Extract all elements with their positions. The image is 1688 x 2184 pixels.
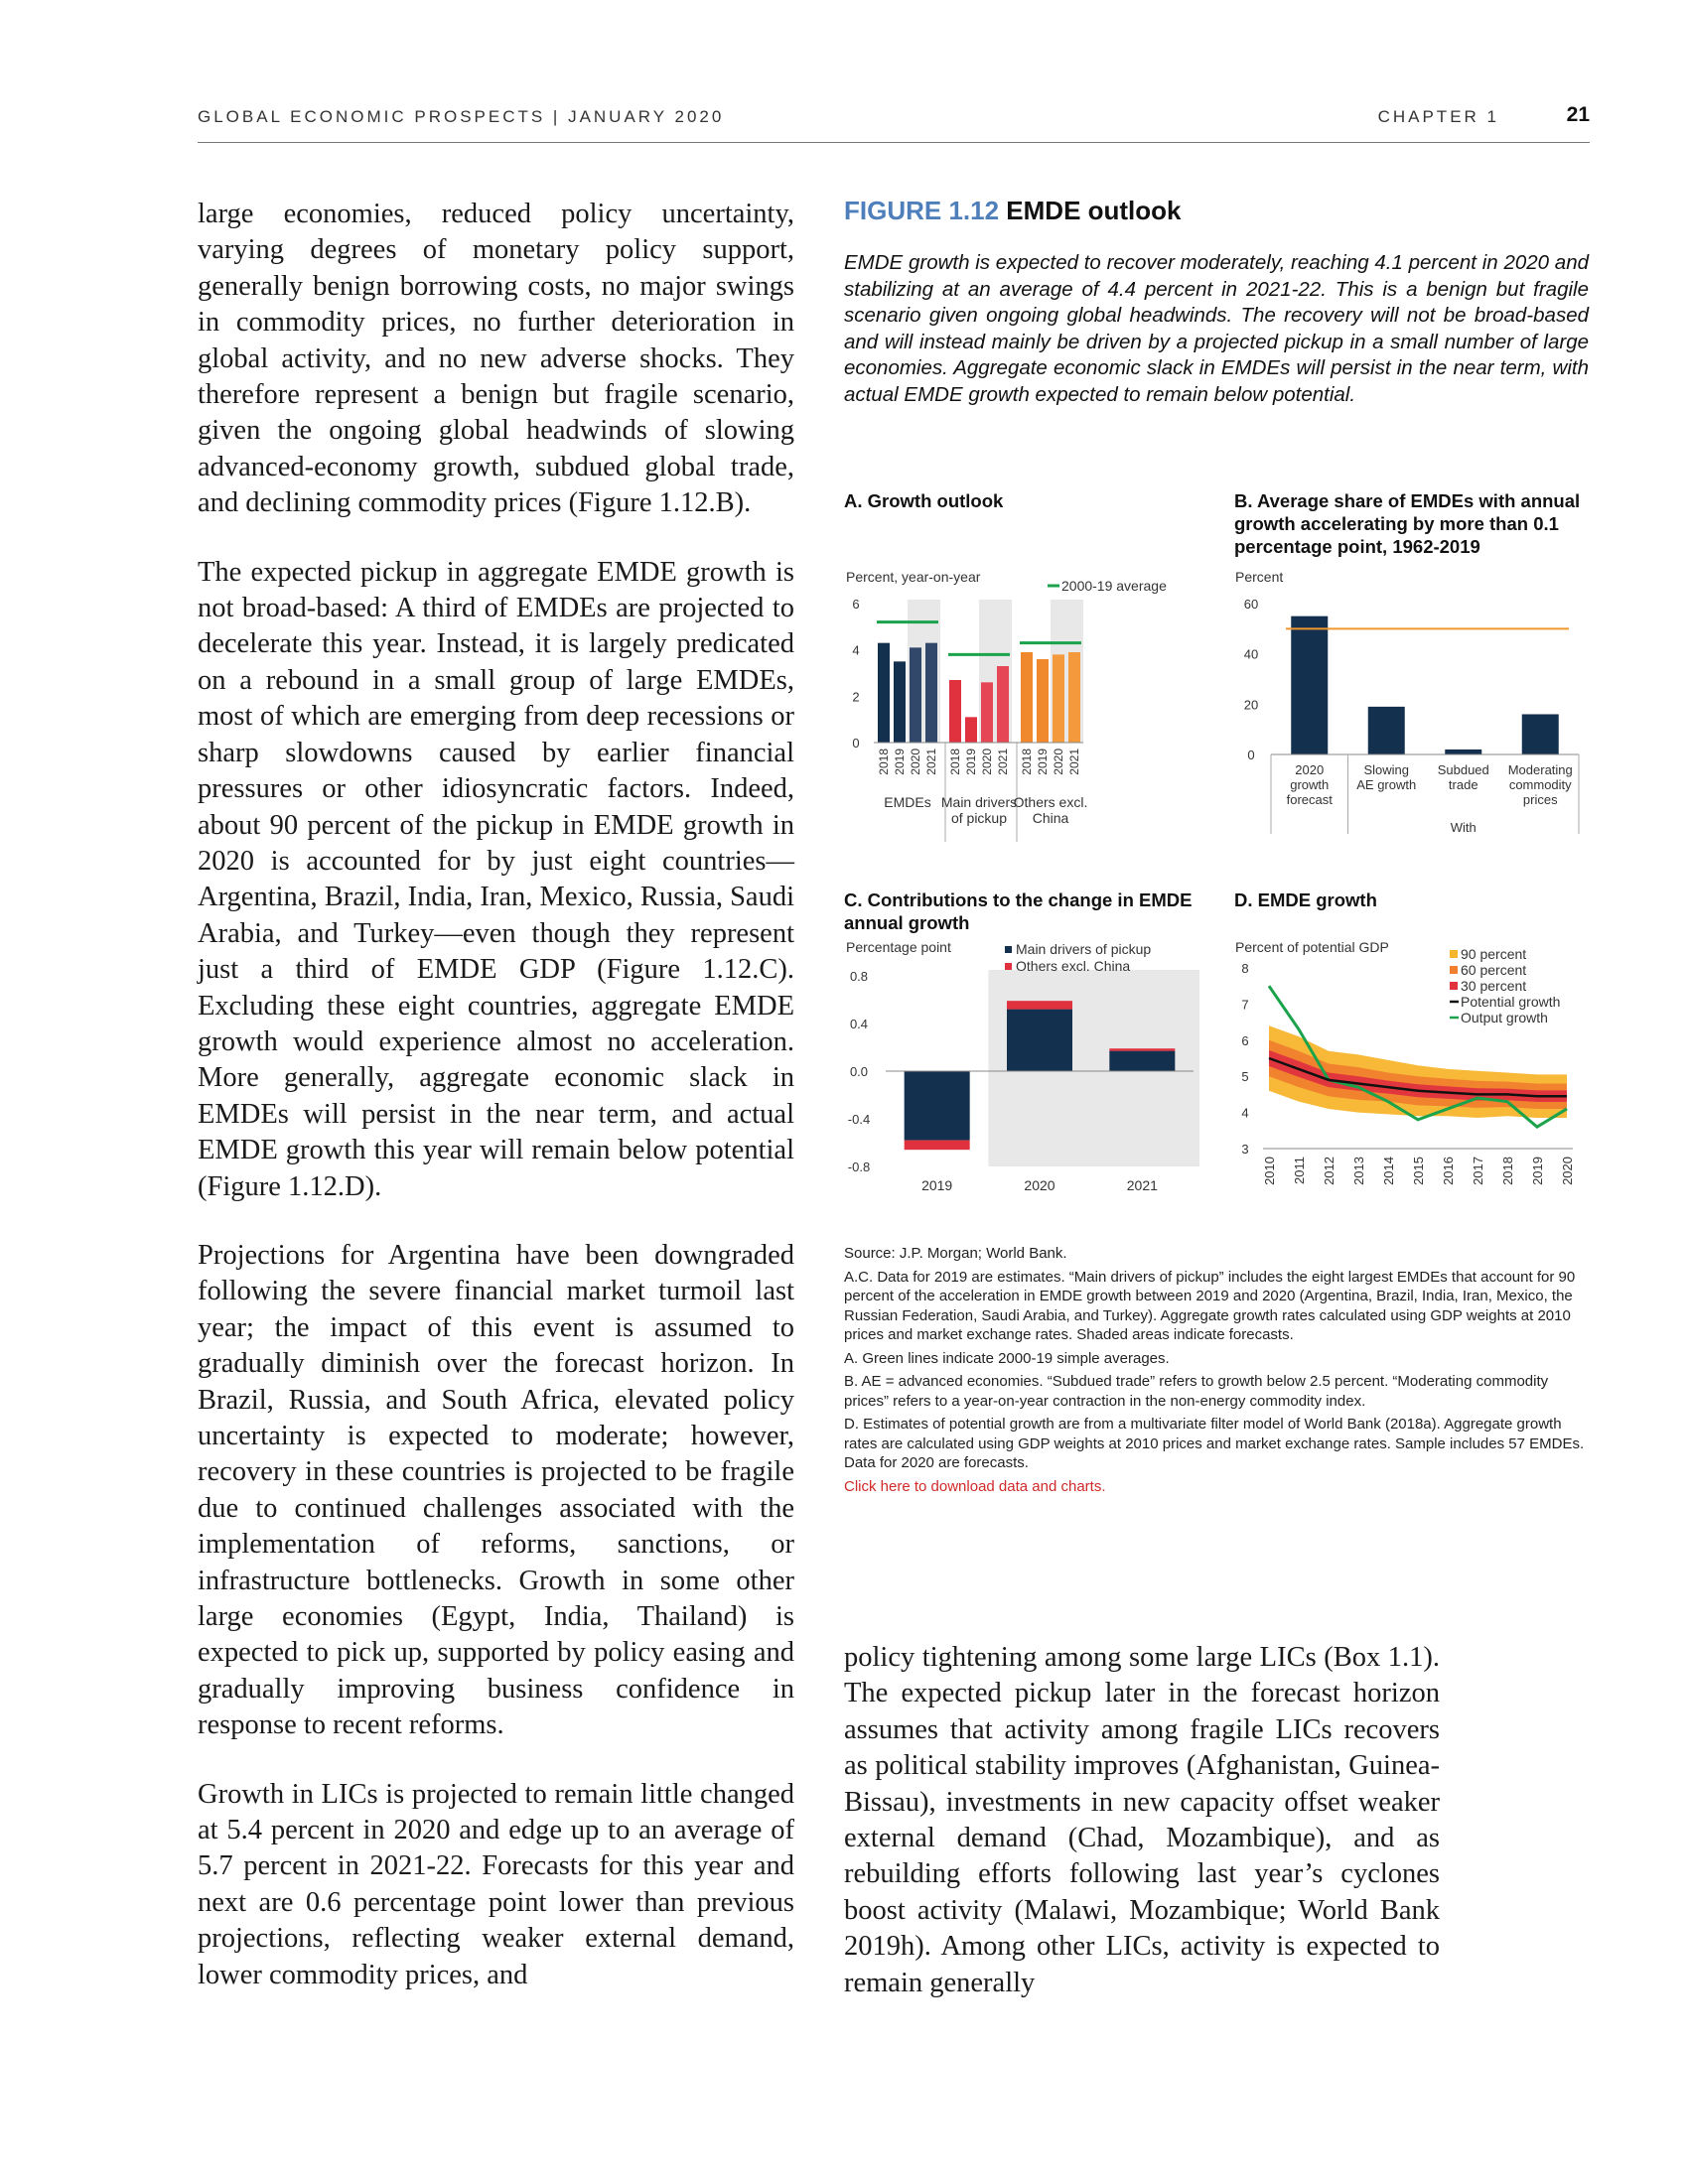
y-tick-label: 2	[852, 689, 860, 705]
bar	[878, 643, 890, 743]
bar-segment	[1109, 1051, 1175, 1071]
y-tick-label: 3	[1241, 1142, 1249, 1157]
header-rule	[198, 142, 1590, 143]
paragraph: Projections for Argentina have been downgraded following the severe financial market turmoil last year; the impact of this event is assumed to gradually diminish over the forecast horizon. In Brazil, Russia, and South Africa, elevated policy uncertainty is expected to moderate; however, recovery in these countries is projected to be fragile due to continued challenges associated with the implementation of reforms, sanctions, or infrastructure bottlenecks. Growth in some other large economies (Egypt, India, Thailand) is expected to pick up, supported by policy easing and gradually improving business confidence in response to recent reforms.	[198, 1239, 794, 1741]
y-tick-label: 0.0	[849, 1064, 869, 1079]
legend-label: Output growth	[1461, 1010, 1548, 1025]
figure-note: Source: J.P. Morgan; World Bank.	[844, 1245, 1067, 1262]
running-header: GLOBAL ECONOMIC PROSPECTS | JANUARY 2020	[198, 107, 725, 126]
y-axis-title: Percent, year-on-year	[846, 569, 981, 585]
bar	[1037, 659, 1049, 743]
chart-c-contributions	[844, 938, 1211, 1206]
category-label: prices	[1522, 792, 1558, 807]
x-tick-label: 2019	[1530, 1157, 1545, 1185]
category-label: Moderating	[1507, 762, 1573, 777]
bar	[1068, 652, 1080, 743]
y-axis-title: Percent	[1235, 569, 1284, 585]
x-tick-label: 2021	[924, 749, 938, 775]
figure-note: A.C. Data for 2019 are estimates. “Main drivers of pickup” includes the eight largest EMDEs that account for 90 percent of the acceleration in EMDE growth between 2019 and 2020 (Argentina, Brazil, India, Iran, Mexico, the Russian Federation, Saudi Arabia, and Turkey). Aggregate growth rates calculated using GDP weights at 2010 prices and market exchange rates. Shaded areas indicate forecasts.	[844, 1268, 1576, 1343]
figure-note: A. Green lines indicate 2000-19 simple averages.	[844, 1349, 1170, 1367]
category-label: Slowing	[1363, 762, 1410, 777]
figure-number: FIGURE 1.12	[844, 196, 1000, 225]
paragraph: Growth in LICs is projected to remain little changed at 5.4 percent in 2020 and edge up to an average of 5.7 percent in 2021-22. Forecasts for this year and next are 0.6 percentage point lower than previous projections, reflecting weaker external demand, lower commodity prices, and	[198, 1778, 794, 1990]
figure-subtitle: EMDE growth is expected to recover moderately, reaching 4.1 percent in 2020 and stabilizing at an average of 4.4 percent in 2021-22. This is a benign but fragile scenario given ongoing global headwinds. The recovery will not be broad-based and will instead mainly be driven by a projected pickup in a small number of large economies. Aggregate economic slack in EMDEs will persist in the near term, with actual EMDE growth expected to remain below potential.	[844, 251, 1589, 406]
category-label: trade	[1448, 777, 1478, 792]
panel-c-title: C. Contributions to the change in EMDE annual growth	[844, 889, 1193, 933]
x-tick-label: 2021	[1067, 749, 1081, 775]
group-label: EMDEs	[884, 794, 931, 810]
x-tick-label: 2010	[1262, 1157, 1277, 1185]
y-tick-label: 40	[1243, 646, 1259, 662]
x-tick-label: 2021	[1126, 1177, 1158, 1193]
paragraph: policy tightening among some large LICs (Box 1.1). The expected pickup later in the forecast horizon assumes that activity among fragile LICs recovers as political stability improves (Afghanistan, Guinea-Bissau), investments in new capacity offset weaker external demand (Chad, Mozambique), and as rebuilding efforts following last year’s cyclones boost activity (Malawi, Mozambique; World Bank 2019h). Among other LICs, activity is expected to remain generally	[844, 1642, 1440, 1998]
panel-a-title: A. Growth outlook	[844, 490, 1004, 511]
legend-label: Others excl. China	[1016, 958, 1131, 974]
x-tick-label: 2012	[1322, 1157, 1336, 1185]
legend-label: Main drivers of pickup	[1016, 941, 1152, 957]
x-tick-label: 2021	[996, 749, 1010, 775]
x-tick-label: 2020	[980, 749, 994, 775]
x-tick-label: 2015	[1411, 1157, 1426, 1185]
x-tick-label: 2020	[1024, 1177, 1055, 1193]
figure-note: B. AE = advanced economies. “Subdued trade” refers to growth below 2.5 percent. “Moderating commodity prices” refers to a year-on-year contraction in the non-energy commodity index.	[844, 1373, 1549, 1410]
page-number: 21	[1566, 103, 1590, 126]
bar	[965, 717, 977, 743]
bar-segment	[1109, 1048, 1175, 1050]
x-tick-label: 2020	[1052, 749, 1065, 775]
x-tick-label: 2013	[1351, 1157, 1366, 1185]
x-tick-label: 2018	[1500, 1157, 1515, 1185]
bar	[894, 661, 906, 743]
y-tick-label: 6	[852, 597, 860, 612]
bar	[1445, 750, 1481, 754]
x-tick-label: 2020	[1560, 1157, 1575, 1185]
y-tick-label: 5	[1241, 1069, 1249, 1085]
paragraph: large economies, reduced policy uncertainty, varying degrees of monetary policy support, generally benign borrowing costs, no major swings in commodity prices, no further deterioration in global activity, and no new adverse shocks. They therefore represent a benign but fragile scenario, given the ongoing global headwinds of slowing advanced-economy growth, subdued global trade, and declining commodity prices (Figure 1.12.B).	[198, 199, 794, 519]
y-tick-label: -0.8	[847, 1160, 871, 1174]
y-axis-title: Percentage point	[846, 939, 951, 955]
group-label: Others excl.	[1013, 794, 1088, 810]
category-label: 2020	[1295, 762, 1325, 777]
x-tick-label: 2019	[964, 749, 978, 775]
bar	[1522, 714, 1559, 754]
bar-segment	[1007, 1010, 1072, 1071]
group-label: China	[1032, 810, 1069, 826]
legend-swatch	[1450, 982, 1458, 990]
x-tick-label: 2011	[1292, 1157, 1307, 1184]
figure-notes	[844, 1244, 1589, 1500]
legend-swatch	[1450, 966, 1458, 974]
y-axis-title: Percent of potential GDP	[1235, 939, 1389, 955]
left-text-column	[198, 197, 794, 2026]
category-label: AE growth	[1356, 777, 1417, 792]
figure-note: D. Estimates of potential growth are from a multivariate filter model of World Bank (2018a). Aggregate growth rates are calculated using GDP weights at 2010 prices and market exchange rates. Sample includes 57 EMDEs. Data for 2020 are forecasts.	[844, 1416, 1585, 1471]
bar	[1291, 616, 1328, 754]
bar	[949, 680, 961, 743]
y-tick-label: 60	[1243, 597, 1259, 612]
y-tick-label: 0	[852, 736, 860, 751]
legend-swatch	[1450, 950, 1458, 958]
y-tick-label: 4	[1241, 1105, 1249, 1121]
chapter-label: CHAPTER 1	[1377, 107, 1499, 126]
y-tick-label: 8	[1241, 961, 1249, 976]
y-tick-label: -0.4	[847, 1112, 871, 1127]
panel-d-title: D. EMDE growth	[1234, 889, 1377, 910]
legend-label: 60 percent	[1461, 962, 1527, 978]
y-tick-label: 0.8	[849, 969, 869, 984]
group-label: With	[1450, 820, 1477, 835]
y-tick-label: 0	[1247, 748, 1255, 762]
legend-label: 90 percent	[1461, 946, 1527, 962]
y-tick-label: 0.4	[849, 1017, 869, 1031]
bar	[997, 666, 1009, 743]
figure-title	[844, 196, 1182, 226]
legend-label: Potential growth	[1461, 994, 1561, 1010]
download-data-link[interactable]: Click here to download data and charts.	[844, 1477, 1106, 1495]
legend-swatch	[1005, 946, 1012, 953]
x-tick-label: 2014	[1381, 1157, 1396, 1185]
x-tick-label: 2019	[893, 749, 907, 775]
x-tick-label: 2018	[1020, 749, 1034, 775]
bar	[1053, 654, 1064, 743]
bar-segment	[905, 1071, 970, 1141]
bar-segment	[905, 1141, 970, 1151]
x-tick-label: 2018	[948, 749, 962, 775]
bar	[981, 682, 993, 743]
group-label: of pickup	[950, 810, 1008, 826]
bar	[910, 647, 921, 743]
category-label: commodity	[1508, 777, 1572, 792]
x-tick-label: 2018	[877, 749, 891, 775]
legend-label: 30 percent	[1461, 978, 1527, 994]
bar	[925, 643, 937, 743]
chart-d-emde-growth	[1231, 938, 1594, 1206]
bar	[1368, 707, 1405, 754]
category-label: Subdued	[1437, 762, 1489, 777]
y-tick-label: 4	[852, 642, 860, 658]
bar-segment	[1007, 1001, 1072, 1009]
panel-b-title: B. Average share of EMDEs with annual growth accelerating by more than 0.1 percentage point, 1962-2019	[1234, 490, 1581, 557]
x-tick-label: 2020	[909, 749, 922, 775]
group-label: Main drivers	[940, 794, 1018, 810]
right-text-column	[844, 1640, 1440, 2034]
category-label: forecast	[1286, 792, 1333, 807]
legend-swatch	[1005, 963, 1012, 970]
x-tick-label: 2017	[1471, 1157, 1485, 1185]
figure-name: EMDE outlook	[1006, 196, 1182, 225]
y-tick-label: 20	[1243, 697, 1259, 713]
chart-b-share-accelerating	[1231, 566, 1594, 844]
category-label: growth	[1290, 777, 1330, 792]
y-tick-label: 6	[1241, 1032, 1249, 1048]
y-tick-label: 7	[1241, 997, 1249, 1013]
x-tick-label: 2019	[921, 1177, 953, 1193]
x-tick-label: 2016	[1441, 1157, 1456, 1185]
chart-a-growth-outlook	[844, 566, 1211, 844]
bar	[1021, 652, 1033, 743]
legend-label: 2000-19 average	[1061, 578, 1167, 594]
x-tick-label: 2019	[1036, 749, 1050, 775]
paragraph: The expected pickup in aggregate EMDE growth is not broad-based: A third of EMDEs are projected to decelerate this year. Instead, it is largely predicated on a rebound in a small group of large EMDEs, most of which are emerging from deep recessions or sharp slowdowns caused by earlier financial pressures or other idiosyncratic factors. Indeed, about 90 percent of the pickup in EMDE growth in 2020 is accounted for by just eight countries—Argentina, Brazil, India, Iran, Mexico, Russia, Saudi Arabia, and Turkey—even though they represent just a third of EMDE GDP (Figure 1.12.C). Excluding these eight countries, aggregate EMDE growth would experience almost no acceleration. More generally, aggregate economic slack in EMDEs will persist in the near term, and actual EMDE growth this year will remain below potential (Figure 1.12.D).	[198, 556, 795, 1202]
